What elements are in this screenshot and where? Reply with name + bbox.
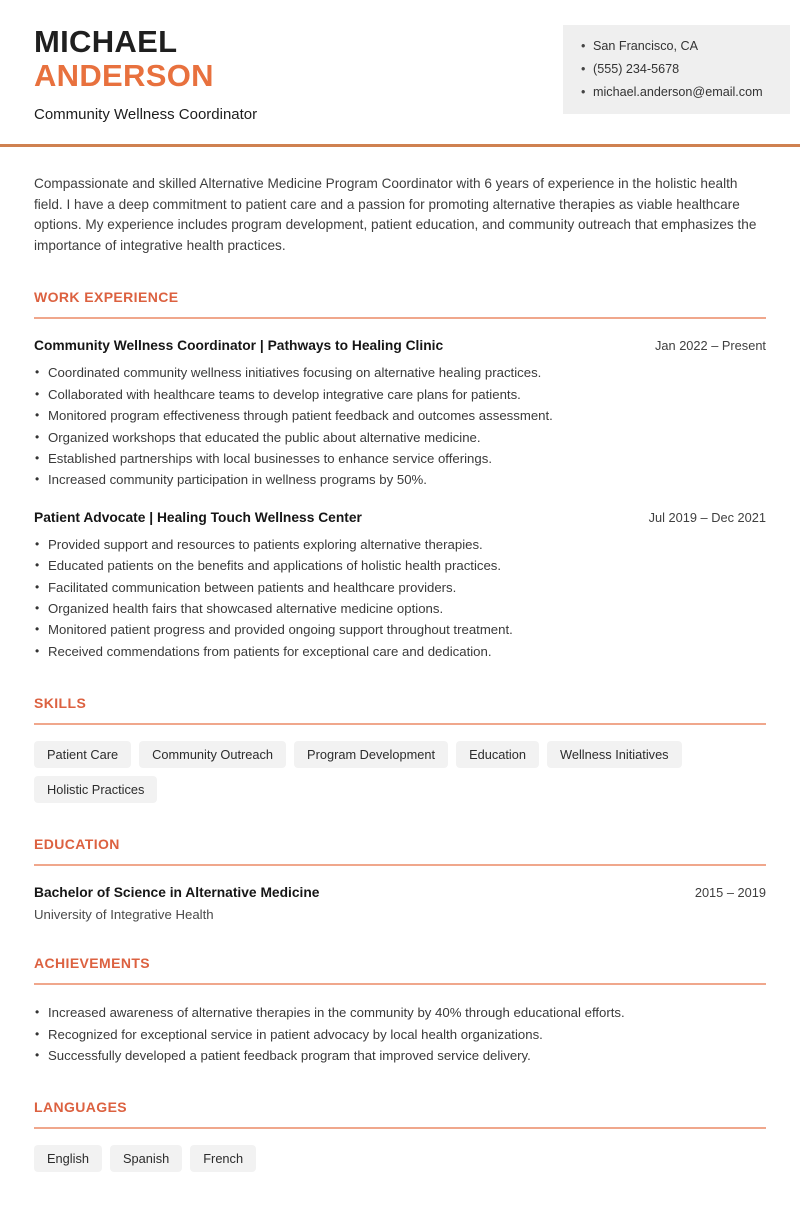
skill-tag: Education: [456, 741, 539, 768]
education-entry-header: [34, 885, 766, 900]
section-rule: [34, 983, 766, 985]
contact-email: • michael.anderson@email.com: [581, 81, 778, 104]
section-education: [34, 836, 766, 922]
skill-tag: Patient Care: [34, 741, 131, 768]
section-achievements: [34, 955, 766, 1066]
skill-tag: Community Outreach: [139, 741, 286, 768]
education-dates: 2015 – 2019: [694, 885, 766, 901]
language-tag: French: [190, 1145, 256, 1172]
achievements-heading: ACHIEVEMENTS: [34, 955, 151, 972]
contact-box: [563, 25, 790, 114]
work-bullet: • Coordinated community wellness initiatives focusing on alternative healing practices.: [34, 362, 766, 383]
contact-list: [581, 35, 778, 104]
work-bullet: • Organized health fairs that showcased alternative medicine options.: [34, 598, 766, 619]
section-rule: [34, 1127, 766, 1129]
resume-header: [0, 0, 800, 123]
language-tag: Spanish: [110, 1145, 182, 1172]
section-rule: [34, 864, 766, 866]
summary-text: Compassionate and skilled Alternative Medicine Program Coordinator with 6 years of experience in the holistic health field. I have a deep commitment to patient care and a passion for promoting alternative therapies as viable healthcare options. My experience includes program development, patient education, and community outreach that emphasizes the importance of integrative health practices.: [34, 176, 757, 253]
language-tag: English: [34, 1145, 102, 1172]
work-bullet: • Increased community participation in wellness programs by 50%.: [34, 469, 766, 490]
work-entry-header: [34, 510, 766, 525]
work-bullet: • Received commendations from patients for exceptional care and dedication.: [34, 641, 766, 662]
skill-tag: Holistic Practices: [34, 776, 157, 803]
work-bullet: • Organized workshops that educated the public about alternative medicine.: [34, 427, 766, 448]
contact-location: • San Francisco, CA: [581, 35, 778, 58]
resume-body: [0, 174, 800, 1212]
section-rule: [34, 317, 766, 319]
work-bullet: • Provided support and resources to patients exploring alternative therapies.: [34, 534, 766, 555]
work-entry-title: Community Wellness Coordinator | Pathways to Healing Clinic: [34, 338, 444, 354]
languages-tag-list: [34, 1145, 766, 1172]
work-bullet: • Monitored program effectiveness through patient feedback and outcomes assessment.: [34, 405, 766, 426]
header-divider: [0, 144, 800, 147]
candidate-role: Community Wellness Coordinator: [34, 106, 258, 123]
work-entry-dates: Jan 2022 – Present: [655, 338, 766, 354]
work-bullet: • Collaborated with healthcare teams to develop integrative care plans for patients.: [34, 384, 766, 405]
languages-heading: LANGUAGES: [34, 1099, 128, 1116]
work-entry-bullets: [34, 534, 766, 662]
section-languages: [34, 1099, 766, 1172]
candidate-last-name: ANDERSON: [34, 58, 214, 93]
education-heading: EDUCATION: [34, 836, 120, 853]
achievements-list: [34, 1002, 766, 1066]
skill-tag: Program Development: [294, 741, 448, 768]
section-skills: [34, 695, 766, 803]
education-entry: [34, 885, 766, 922]
education-school: University of Integrative Health: [34, 907, 214, 923]
section-work-experience: [34, 289, 766, 662]
education-degree: Bachelor of Science in Alternative Medicine: [34, 885, 320, 901]
skills-heading: SKILLS: [34, 695, 87, 712]
skills-tag-list: [34, 741, 766, 803]
work-entry: [34, 510, 766, 662]
work-entry-title: Patient Advocate | Healing Touch Wellness Center: [34, 509, 362, 525]
contact-phone: • (555) 234-5678: [581, 58, 778, 81]
work-bullet: • Educated patients on the benefits and applications of holistic health practices.: [34, 555, 766, 576]
work-entry-bullets: [34, 362, 766, 490]
work-entry: [34, 338, 766, 490]
work-bullet: • Facilitated communication between patients and healthcare providers.: [34, 577, 766, 598]
work-entry-header: [34, 338, 766, 353]
achievement-bullet: • Recognized for exceptional service in patient advocacy by local health organizations.: [34, 1024, 766, 1045]
achievement-bullet: • Increased awareness of alternative therapies in the community by 40% through educational efforts.: [34, 1002, 766, 1023]
candidate-first-name: MICHAEL: [34, 24, 178, 59]
work-entry-dates: Jul 2019 – Dec 2021: [648, 509, 766, 525]
skill-tag: Wellness Initiatives: [547, 741, 682, 768]
work-bullet: • Established partnerships with local businesses to enhance service offerings.: [34, 448, 766, 469]
section-rule: [34, 723, 766, 725]
work-bullet: • Monitored patient progress and provided ongoing support throughout treatment.: [34, 619, 766, 640]
achievement-bullet: • Successfully developed a patient feedback program that improved service delivery.: [34, 1045, 766, 1066]
work-experience-heading: WORK EXPERIENCE: [34, 289, 179, 306]
